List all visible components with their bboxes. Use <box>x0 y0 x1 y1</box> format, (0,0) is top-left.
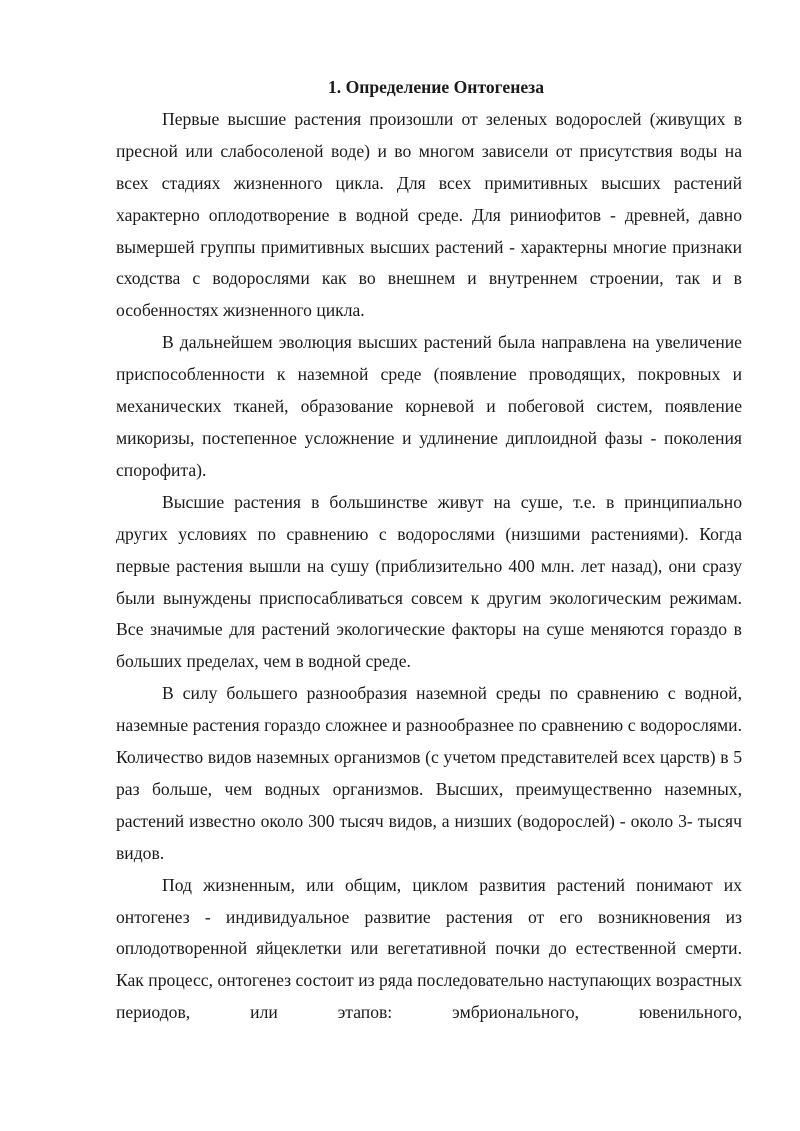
paragraph-5: Под жизненным, или общим, циклом развития растений понимают их онтогенез - индивидуальное развитие растения от его возникновения из оплодотворенной яйцеклетки или вегетативной почки до естественной смерти. Как процесс, онтогенез состоит из ряда последовательно наступающих возрастных периодов, или этапов: эмбрионального, ювенильного, <box>116 874 742 1023</box>
page-title: 1. Определение Онтогенеза <box>327 77 545 97</box>
paragraph-2: В дальнейшем эволюция высших растений была направлена на увеличение приспособленности к наземной среде (появление проводящих, покровных и механических тканей, образование корневой и побеговой систем, появление микоризы, постепенное усложнение и удлинение диплоидной фазы - поколения спорофита). <box>116 332 742 480</box>
paragraph-1: Первые высшие растения произошли от зеленых водорослей (живущих в пресной или слабосоленой воде) и во многом зависели от присутствия воды на всех стадиях жизненного цикла. Для всех примитивных высших растений характерно оплодотворение в водной среде. Для риниофитов - древней, давно вымершей группы примитивных высших растений - характерны многие признаки сходства с водорослями как во внешнем и внутреннем строении, так и в особенностях жизненного цикла. <box>116 108 742 321</box>
paragraph-4: В силу большего разнообразия наземной среды по сравнению с водной, наземные растения гораздо сложнее и разнообразнее по сравнению с водорослями. Количество видов наземных организмов (с учетом представителей всех царств) в 5 раз больше, чем водных организмов. Высших, преимущественно наземных, растений известно около 300 тысяч видов, а низших (водорослей) - около 3- тысяч видов. <box>116 683 742 863</box>
document-body <box>116 72 742 1029</box>
paragraph-3: Высшие растения в большинстве живут на суше, т.е. в принципиально других условиях по сравнению с водорослями (низшими растениями). Когда первые растения вышли на сушу (приблизительно 400 млн. лет назад), они сразу были вынуждены приспосабливаться совсем к другим экологическим режимам. Все значимые для растений экологические факторы на суше меняются гораздо в больших пределах, чем в водной среде. <box>116 491 742 672</box>
